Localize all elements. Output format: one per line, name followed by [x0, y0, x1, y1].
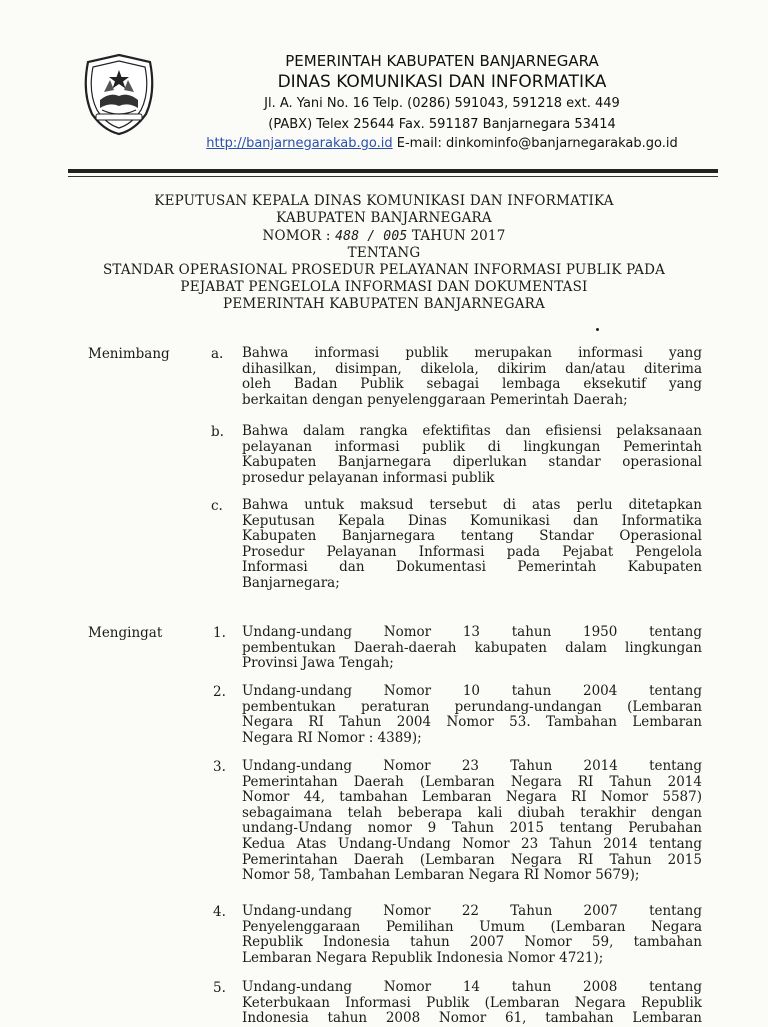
item-marker: 2.	[213, 684, 226, 700]
decree-title: KEPUTUSAN KEPALA DINAS KOMUNIKASI DAN INFORMATIKA	[154, 193, 614, 209]
letterhead-divider	[68, 169, 718, 173]
consideration-a: Bahwa informasi publik merupakan informasi yang dihasilkan, disimpan, dikelola, dikirim dan/atau diterima oleh Badan Publik sebagai lembaga eksekutif yang berkaitan dengan penyelenggaraan Pemerintah Daerah;	[242, 345, 702, 408]
letterhead-office-name: DINAS KOMUNIKASI DAN INFORMATIKA	[277, 72, 607, 92]
decree-regency: KABUPATEN BANJARNEGARA	[276, 210, 492, 226]
decree-subject-line1: STANDAR OPERASIONAL PROSEDUR PELAYANAN INFORMASI PUBLIK PADA	[102, 262, 666, 278]
item-marker: 4.	[213, 904, 226, 920]
letterhead-government-name: PEMERINTAH KABUPATEN BANJARNEGARA	[285, 52, 599, 70]
decree-subject-line3: PEMERINTAH KABUPATEN BANJARNEGARA	[223, 296, 545, 312]
item-marker: 3.	[213, 759, 226, 775]
letterhead-web-email	[172, 136, 712, 151]
item-marker: 5.	[213, 980, 226, 996]
decree-number: NOMOR : 488 / 005 TAHUN 2017	[262, 228, 506, 244]
consideration-b: Bahwa dalam rangka efektifitas dan efisiensi pelaksanaan pelayanan informasi publik di lingkungan Pemerintah Kabupaten Banjarnegara diperlukan standar operasional prosedur pelayanan informasi publik	[242, 423, 702, 486]
item-marker: c.	[211, 498, 223, 514]
section-label-menimbang: Menimbang	[88, 346, 170, 362]
handwritten-number: 488 / 005	[335, 229, 408, 244]
letterhead-divider-thin	[68, 176, 718, 177]
legal-basis-2: Undang-undang Nomor 10 tahun 2004 tentang pembentukan peraturan perundang-undangan (Lembaran Negara RI Tahun 2004 Nomor 53. Tambahan Lembaran Negara RI Nomor : 4389);	[242, 683, 702, 746]
letterhead-contact: (PABX) Telex 25644 Fax. 591187 Banjarnegara 53414	[268, 117, 616, 132]
item-marker: a.	[211, 346, 224, 362]
section-label-mengingat: Mengingat	[88, 625, 163, 641]
email-text: E-mail: dinkominfo@banjarnegarakab.go.id	[392, 136, 678, 151]
decree-subject-line2: PEJABAT PENGELOLA INFORMASI DAN DOKUMENTASI	[180, 279, 588, 295]
legal-basis-5: Undang-undang Nomor 14 tahun 2008 tentang Keterbukaan Informasi Publik (Lembaran Negara Republik Indonesia tahun 2008 Nomor 61, tambahan Lembaran	[242, 979, 702, 1027]
legal-basis-4: Undang-undang Nomor 22 Tahun 2007 tentang Penyelenggaraan Pemilihan Umum (Lembaran Negara Republik Indonesia tahun 2007 Nomor 59, tambahan Lembaran Negara Republik Indonesia Nomor 4721);	[242, 903, 702, 966]
ink-dot	[596, 328, 599, 331]
item-marker: 1.	[213, 625, 226, 641]
website-link[interactable]: http://banjarnegarakab.go.id	[206, 136, 393, 151]
letterhead-address: Jl. A. Yani No. 16 Telp. (0286) 591043, 591218 ext. 449	[264, 96, 620, 111]
consideration-c: Bahwa untuk maksud tersebut di atas perlu ditetapkan Keputusan Kepala Dinas Komunikasi dan Informatika Kabupaten Banjarnegara tentang Standar Operasional Prosedur Pelayanan Informasi pada Pejabat Pengelola Informasi dan Dokumentasi Pemerintah Kabupaten Banjarnegara;	[242, 497, 702, 591]
legal-basis-1: Undang-undang Nomor 13 tahun 1950 tentang pembentukan Daerah-daerah kabupaten dalam lingkungan Provinsi Jawa Tengah;	[242, 624, 702, 672]
regency-coat-of-arms-icon	[80, 52, 158, 136]
legal-basis-3: Undang-undang Nomor 23 Tahun 2014 tentang Pemerintahan Daerah (Lembaran Negara RI Tahun 2014 Nomor 44, tambahan Lembaran Negara RI Nomor 5587) sebagaimana telah beberapa kali diubah terakhir dengan undang-Undang nomor 9 Tahun 2015 tentang Perubahan Kedua Atas Undang-Undang Nomor 23 Tahun 2014 tentang Pemerintahan Daerah (Lembaran Negara RI Tahun 2015 Nomor 58, Tambahan Lembaran Negara RI Nomor 5679);	[242, 758, 702, 884]
item-marker: b.	[211, 424, 224, 440]
decree-tentang: TENTANG	[347, 245, 421, 261]
